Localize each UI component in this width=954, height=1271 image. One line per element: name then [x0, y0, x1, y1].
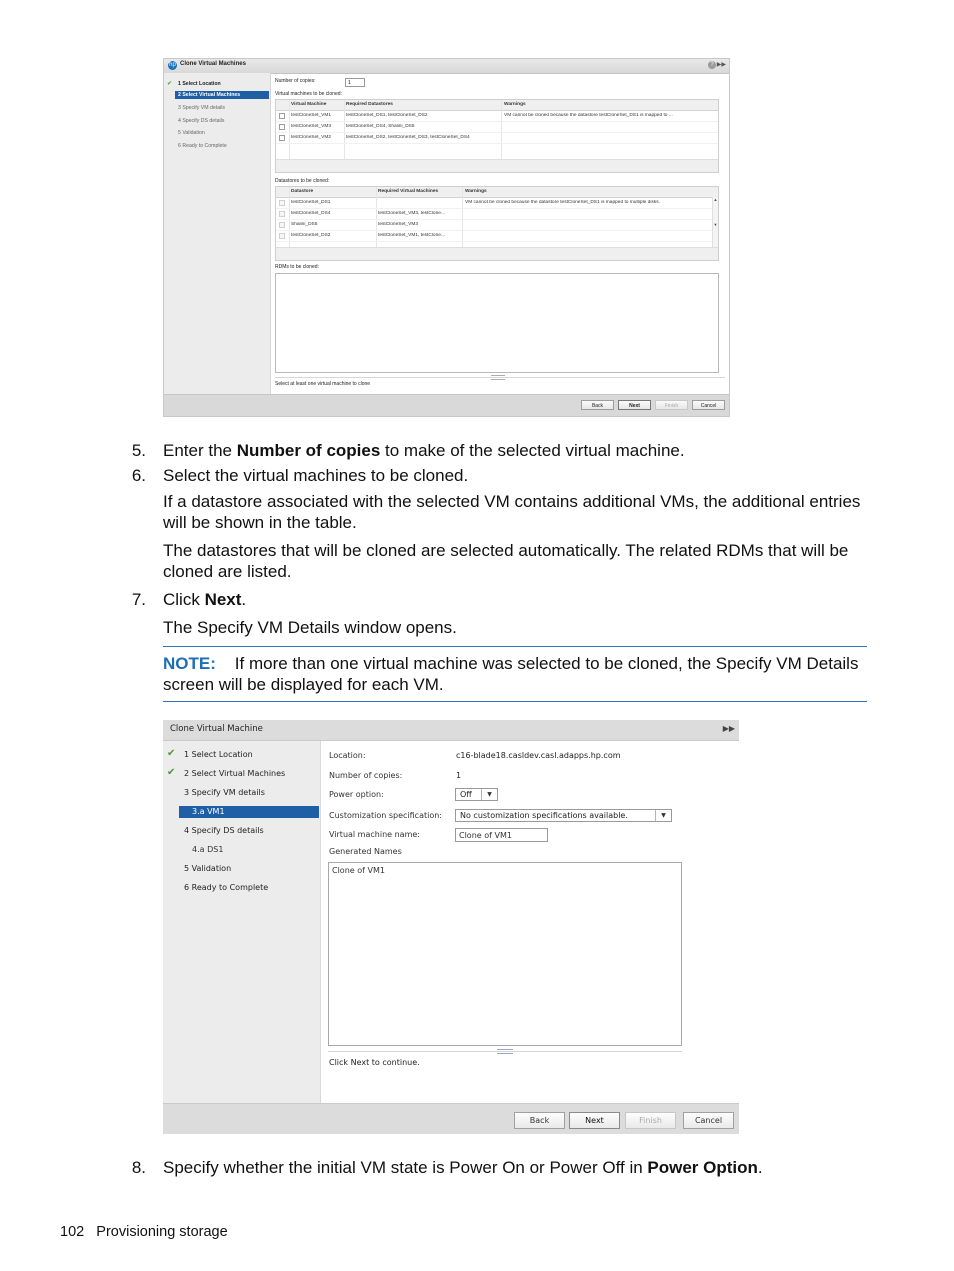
cell: testCloneSet_VM3 [378, 222, 418, 227]
note-top-rule [163, 646, 867, 647]
row-checkbox[interactable] [279, 135, 285, 141]
vm-name-label: Virtual machine name: [329, 830, 420, 839]
table-footer [276, 159, 718, 172]
status-text: Select at least one virtual machine to clone [275, 381, 371, 387]
cell: testCloneSet_VM1 [291, 113, 331, 118]
paragraph: will be shown in the table. [163, 513, 357, 532]
back-button[interactable]: Back [514, 1112, 565, 1129]
wizard-steps [164, 73, 271, 395]
row-checkbox[interactable] [279, 124, 285, 130]
copies-input[interactable]: 1 [345, 78, 365, 87]
cell: VM cannot be cloned because the datastore testCloneSet_DS1 is mapped to multiple disks. [465, 200, 660, 205]
cell: testCloneSet_VM3, testClone... [378, 211, 445, 216]
cell: testCloneSet_VM1, testClone... [378, 233, 445, 238]
copies-value: 1 [456, 771, 462, 780]
rdm-label: RDMs to be cloned: [275, 264, 319, 270]
row-checkbox[interactable] [279, 113, 285, 119]
power-label: Power option: [329, 790, 384, 799]
note-label: NOTE: [163, 654, 216, 673]
cell: testCloneSet_DS2, testCloneSet_DS3, testCloneSet_DS4 [346, 135, 470, 140]
step-number: 7. [131, 590, 146, 609]
vm-name-input[interactable]: Clone of VM1 [455, 828, 548, 842]
cell: VM cannot be cloned because the datastore testCloneSet_DS1 is mapped to ... [504, 113, 673, 118]
chevron-down-icon[interactable]: ▼ [655, 810, 671, 821]
dialog-title: Clone Virtual Machines [180, 61, 246, 67]
cell: testCloneSet_VM3 [291, 124, 331, 129]
hint-text: Click Next to continue. [329, 1058, 420, 1067]
wizard-content [271, 73, 729, 395]
row-checkbox [279, 211, 285, 217]
dialog-footer [164, 394, 729, 416]
next-button[interactable]: Next [618, 400, 651, 410]
paragraph: The Specify VM Details window opens. [163, 618, 457, 637]
table-footer [276, 247, 718, 260]
check-icon: ✔ [167, 81, 173, 87]
customization-value: No customization specifications available. [460, 811, 628, 820]
col-vm: Virtual Machine [291, 102, 327, 107]
col-warnings: Warnings [504, 102, 526, 107]
help-icon[interactable]: ? [708, 61, 716, 69]
page-footer [60, 1222, 228, 1243]
fast-forward-icon[interactable]: ▶▶ [716, 62, 726, 68]
step-specify-ds: 4 Specify DS details [184, 826, 264, 835]
step-select-location[interactable]: 1 Select Location [184, 750, 253, 759]
step-number: 8. [131, 1158, 146, 1177]
row-checkbox [279, 222, 285, 228]
wizard-steps [163, 741, 321, 1104]
generated-names-list [328, 862, 682, 1046]
cell: Shalini_DS5 [291, 222, 318, 227]
step-number: 6. [131, 466, 146, 485]
finish-button[interactable]: Finish [625, 1112, 676, 1129]
cell: testCloneSet_DS2 [291, 233, 331, 238]
step-validation: 5 Validation [184, 864, 232, 873]
hp-logo-icon: hp [169, 62, 176, 68]
list-item: Clone of VM1 [332, 866, 385, 875]
step-select-location[interactable]: 1 Select Location [178, 81, 221, 87]
col-ds-warnings: Warnings [465, 189, 487, 194]
cancel-button[interactable]: Cancel [692, 400, 725, 410]
paragraph: The datastores that will be cloned are selected automatically. The related RDMs that will be [163, 541, 849, 560]
step-ready: 6 Ready to Complete [178, 143, 227, 149]
row-checkbox [279, 200, 285, 206]
ds-table [275, 186, 719, 261]
step-ds1: 4.a DS1 [192, 845, 224, 854]
col-datastore: Datastore [291, 189, 314, 194]
step-specify-vm: 3 Specify VM details [178, 105, 225, 111]
customization-select[interactable] [455, 809, 672, 822]
step-specify-vm[interactable]: 3 Specify VM details [184, 788, 265, 797]
finish-button[interactable]: Finish [655, 400, 688, 410]
clone-vms-screenshot [163, 58, 730, 417]
copies-label: Number of copies: [329, 771, 403, 780]
step-select-vms[interactable]: 2 Select Virtual Machines [175, 91, 269, 99]
customization-label: Customization specification: [329, 811, 442, 820]
cell: testCloneSet_DS1 [291, 200, 331, 205]
dialog-footer [163, 1103, 739, 1134]
step-select-vms[interactable]: 2 Select Virtual Machines [184, 769, 286, 778]
section-title: Provisioning storage [96, 1224, 228, 1240]
step-5-text: Enter the Number of copies to make of the selected virtual machine. [163, 441, 685, 460]
col-required-vms: Required Virtual Machines [378, 189, 439, 194]
check-icon: ✔ [167, 748, 176, 759]
step-specify-ds: 4 Specify DS details [178, 118, 225, 124]
resize-grip-icon[interactable] [491, 375, 505, 380]
step-8-text: Specify whether the initial VM state is Power On or Power Off in Power Option. [163, 1158, 763, 1177]
power-option-select[interactable] [455, 788, 498, 801]
col-datastores: Required Datastores [346, 102, 393, 107]
cell: testCloneSet_DS1, testCloneSet_DS2 [346, 113, 428, 118]
fast-forward-icon[interactable]: ▶▶ [722, 724, 735, 733]
step-vm1[interactable]: 3.a VM1 [179, 806, 319, 818]
step-6-text: Select the virtual machines to be cloned. [163, 466, 469, 485]
copies-label: Number of copies: [275, 78, 316, 84]
scrollbar[interactable]: ▲ ▼ [712, 197, 718, 248]
rdm-list [275, 273, 719, 373]
cancel-button[interactable]: Cancel [683, 1112, 734, 1129]
step-number: 5. [131, 441, 146, 460]
back-button[interactable]: Back [581, 400, 614, 410]
clone-vm-details-screenshot [163, 720, 739, 1134]
vm-table [275, 99, 719, 173]
dialog-title: Clone Virtual Machine [170, 724, 263, 734]
dialog-titlebar [164, 59, 729, 74]
note-bottom-rule [163, 701, 867, 702]
step-7-text: Click Next. [163, 590, 247, 609]
location-value: c16-blade18.casldev.casl.adapps.hp.com [456, 751, 621, 760]
cell: testCloneSet_DS4 [291, 211, 331, 216]
generated-names-label: Generated Names [329, 847, 402, 856]
resize-grip-icon[interactable] [497, 1049, 513, 1054]
paragraph: If a datastore associated with the selected VM contains additional VMs, the additional entries [163, 492, 861, 511]
cell: testCloneSet_VM2 [291, 135, 331, 140]
row-checkbox [279, 233, 285, 239]
ds-label: Datastores to be cloned: [275, 178, 330, 184]
check-icon: ✔ [167, 767, 176, 778]
note-line-2: screen will be displayed for each VM. [163, 675, 444, 694]
page-number: 102 [60, 1224, 85, 1240]
table-row[interactable] [276, 132, 718, 144]
note-line-1: NOTE: If more than one virtual machine was selected to be cloned, the Specify VM Details [163, 654, 859, 673]
next-button[interactable]: Next [569, 1112, 620, 1129]
table-row [276, 230, 718, 242]
dialog-titlebar [163, 720, 739, 741]
power-option-value: Off [460, 790, 472, 799]
step-validation: 5 Validation [178, 130, 205, 136]
cell: testCloneSet_DS4, Shalini_DS5 [346, 124, 415, 129]
vms-label: Virtual machines to be cloned: [275, 91, 342, 97]
step-ready: 6 Ready to Complete [184, 883, 269, 892]
location-label: Location: [329, 751, 366, 760]
chevron-down-icon[interactable]: ▼ [481, 789, 497, 800]
paragraph: cloned are listed. [163, 562, 292, 581]
